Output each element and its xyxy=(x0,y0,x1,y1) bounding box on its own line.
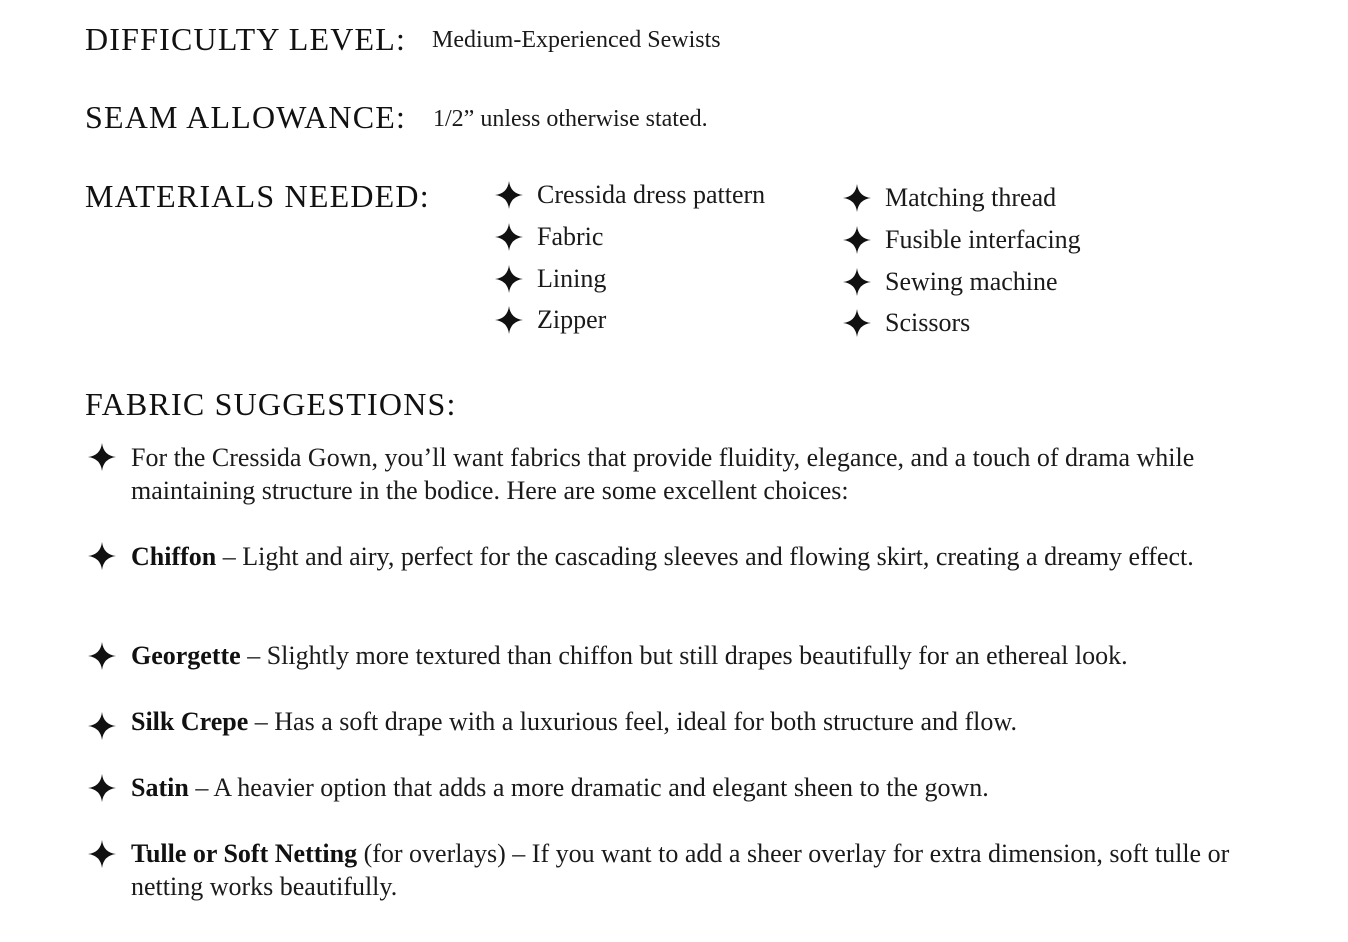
material-label: Lining xyxy=(537,264,607,293)
materials-list-item xyxy=(494,220,603,254)
fabric-detail: – A heavier option that adds a more dramatic and elegant sheen to the gown. xyxy=(188,773,989,802)
fabric-detail: (for overlays) – If you want to add a sheer overlay for extra dimension, soft tulle or netting works beautifully. xyxy=(131,839,1230,901)
material-label: Scissors xyxy=(885,308,971,337)
fabric-description xyxy=(131,540,1281,573)
fabric-description xyxy=(131,837,1281,903)
materials-list-item xyxy=(494,178,765,212)
difficulty-value: Medium-Experienced Sewists xyxy=(432,27,721,53)
four-point-star-icon xyxy=(87,839,117,869)
materials-list-item xyxy=(842,265,1058,299)
fabric-description xyxy=(131,705,1281,738)
material-label: Cressida dress pattern xyxy=(537,180,766,209)
material-label: Matching thread xyxy=(885,183,1057,212)
four-point-star-icon xyxy=(842,267,872,297)
fabric-name: Georgette xyxy=(131,641,241,670)
material-label: Sewing machine xyxy=(885,267,1058,296)
four-point-star-icon xyxy=(494,180,524,210)
fabric-detail: – Has a soft drape with a luxurious feel, ideal for both structure and flow. xyxy=(248,707,1017,736)
seam-allowance-heading: SEAM ALLOWANCE: xyxy=(85,99,407,135)
fabric-detail: – Slightly more textured than chiffon but still drapes beautifully for an ethereal look. xyxy=(240,641,1128,670)
material-label: Fabric xyxy=(537,222,604,251)
four-point-star-icon xyxy=(494,264,524,294)
seam-allowance-value: 1/2” unless otherwise stated. xyxy=(433,106,708,132)
material-label: Fusible interfacing xyxy=(885,225,1081,254)
materials-list-item xyxy=(842,306,970,340)
four-point-star-icon xyxy=(494,305,524,335)
four-point-star-icon xyxy=(842,183,872,213)
fabric-detail: – Light and airy, perfect for the cascading sleeves and flowing skirt, creating a dreamy effect. xyxy=(216,542,1194,571)
fabric-name: Silk Crepe xyxy=(131,707,249,736)
material-label: Zipper xyxy=(537,305,607,334)
four-point-star-icon xyxy=(842,308,872,338)
fabric-intro-text: For the Cressida Gown, you’ll want fabrics that provide fluidity, elegance, and a touch of drama while maintaining structure in the bodice. Here are some excellent choices: xyxy=(131,443,1195,505)
fabric-description xyxy=(131,771,1281,804)
four-point-star-icon xyxy=(87,711,117,741)
fabric-name: Tulle or Soft Netting xyxy=(131,839,358,868)
fabric-name: Chiffon xyxy=(131,542,217,571)
four-point-star-icon xyxy=(494,222,524,252)
materials-list-item xyxy=(494,303,606,337)
materials-list-item xyxy=(842,181,1056,215)
materials-list-item xyxy=(494,262,606,296)
four-point-star-icon xyxy=(87,773,117,803)
four-point-star-icon xyxy=(87,641,117,671)
four-point-star-icon xyxy=(87,442,117,472)
fabric-name: Satin xyxy=(131,773,189,802)
materials-list-item xyxy=(842,223,1081,257)
four-point-star-icon xyxy=(842,225,872,255)
four-point-star-icon xyxy=(87,541,117,571)
materials-heading: MATERIALS NEEDED: xyxy=(85,178,430,214)
fabric-suggestions-heading: FABRIC SUGGESTIONS: xyxy=(85,386,457,422)
fabric-description xyxy=(131,639,1281,672)
difficulty-heading: DIFFICULTY LEVEL: xyxy=(85,21,407,57)
